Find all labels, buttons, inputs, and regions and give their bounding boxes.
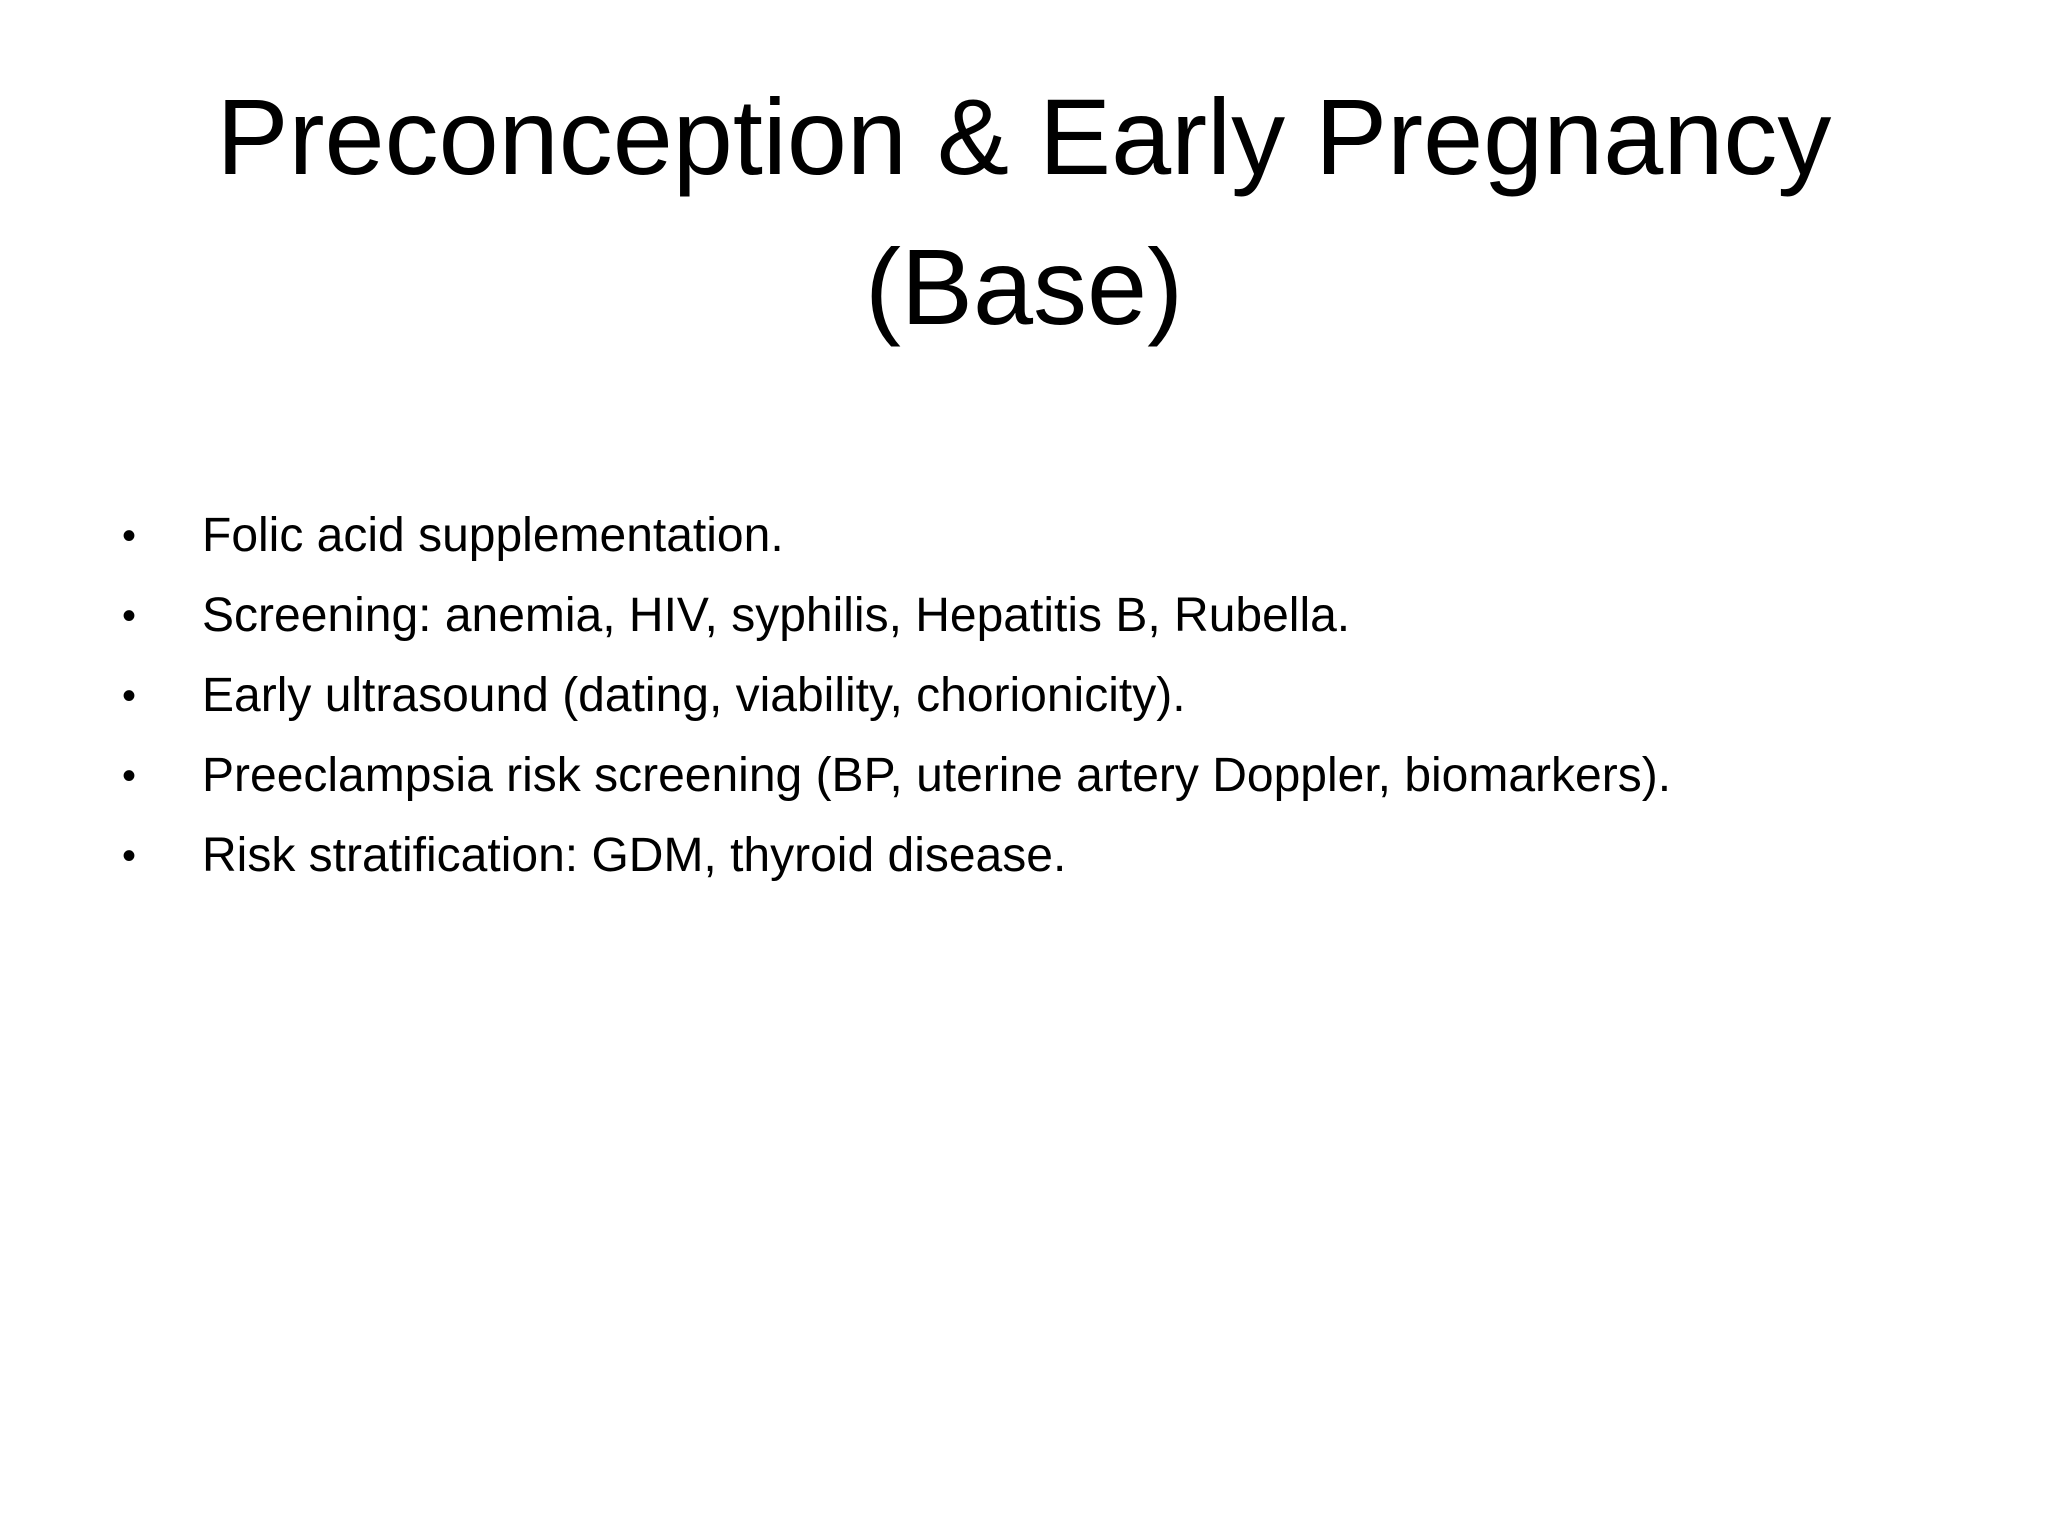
bullet-text: Risk stratification: GDM, thyroid disease. — [202, 829, 1067, 882]
bullet-item — [122, 576, 1922, 656]
bullet-item — [122, 736, 1922, 816]
slide-title-line-2: (Base) — [864, 226, 1184, 347]
slide-title-line-1: Preconception & Early Pregnancy — [216, 76, 1832, 197]
bullet-icon: • — [122, 674, 137, 718]
bullet-text: Folic acid supplementation. — [202, 509, 784, 562]
bullet-list — [122, 496, 1922, 896]
bullet-text: Early ultrasound (dating, viability, chorionicity). — [202, 669, 1186, 722]
bullet-text: Screening: anemia, HIV, syphilis, Hepatitis B, Rubella. — [202, 589, 1351, 642]
bullet-text: Preeclampsia risk screening (BP, uterine artery Doppler, biomarkers). — [202, 749, 1672, 802]
bullet-icon: • — [122, 594, 137, 638]
bullet-item — [122, 496, 1922, 576]
bullet-icon: • — [122, 834, 137, 878]
bullet-icon: • — [122, 754, 137, 798]
bullet-item — [122, 656, 1922, 736]
slide-title — [140, 62, 1908, 362]
bullet-icon: • — [122, 514, 137, 558]
bullet-item — [122, 816, 1922, 896]
